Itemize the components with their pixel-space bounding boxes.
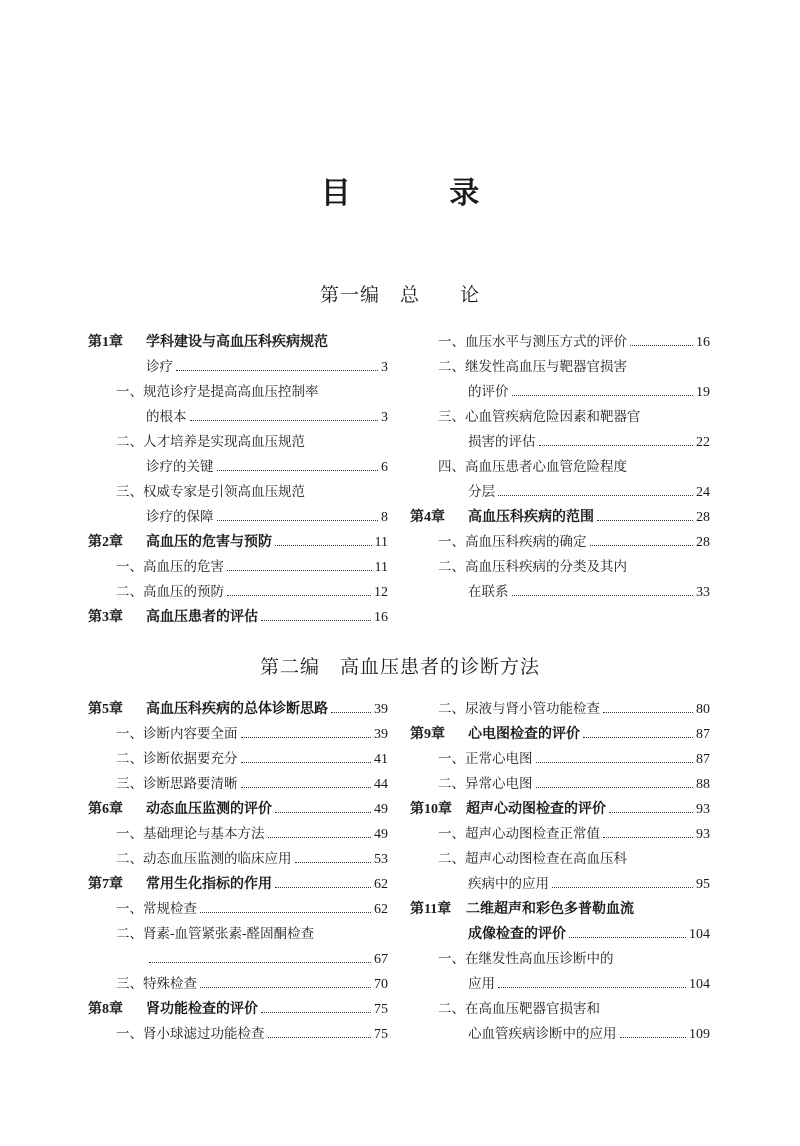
page-number: 28 [696,535,710,550]
toc-chapter [410,797,710,822]
toc-entry [410,405,710,430]
toc-column [410,697,710,1047]
entry-title: 一、高血压的危害 [116,559,224,575]
entry-title: 学科建设与高血压科疾病规范 [146,334,328,350]
toc-entry [88,897,388,922]
page-title: 目 录 [320,176,524,211]
entry-title: 超声心动图检查的评价 [466,801,606,817]
entry-title: 一、血压水平与测压方式的评价 [438,334,627,350]
leader-dots [603,836,693,838]
toc-column [410,330,710,605]
leader-dots [597,519,693,521]
toc-entry [88,822,388,847]
entry-title: 诊疗 [146,359,173,375]
toc-entry [410,1022,710,1047]
page-number: 6 [381,460,388,475]
chapter-number: 第3章 [88,610,123,625]
entry-title: 诊疗的保障 [146,509,214,525]
page-number: 39 [374,727,388,742]
toc-column [88,697,388,1047]
chapter-number: 第10章 [410,802,452,817]
toc-entry [88,847,388,872]
chapter-number: 第6章 [88,802,123,817]
entry-title: 二、在高血压靶器官损害和 [438,1001,600,1017]
page-number: 104 [689,927,710,942]
leader-dots [261,619,371,621]
page-number: 11 [374,535,388,550]
toc-chapter [410,897,710,922]
toc-entry [410,380,710,405]
entry-title: 二、肾素-血管紧张素-醛固酮检查 [116,926,315,942]
entry-title: 二、超声心动图检查在高血压科 [438,851,627,867]
toc-entry [88,922,388,947]
page-number: 24 [696,485,710,500]
page-number: 88 [696,777,710,792]
leader-dots [539,444,694,446]
page-number: 93 [696,827,710,842]
page-number: 93 [696,802,710,817]
page-number: 41 [374,752,388,767]
toc-entry [410,580,710,605]
chapter-number: 第1章 [88,335,123,350]
toc-entry [410,997,710,1022]
chapter-number: 第7章 [88,877,123,892]
entry-title: 三、特殊检查 [116,976,197,992]
entry-title: 高血压的危害与预防 [146,534,272,550]
page-number: 87 [696,727,710,742]
leader-dots [620,1036,687,1038]
leader-dots [149,961,371,963]
page-number: 3 [381,360,388,375]
page-number: 109 [689,1027,710,1042]
page-number: 75 [374,1002,388,1017]
toc-chapter [410,505,710,530]
page-number: 80 [696,702,710,717]
entry-title: 的根本 [146,409,187,425]
entry-title: 二、人才培养是实现高血压规范 [116,434,305,450]
page-number: 39 [374,702,388,717]
toc-entry [88,722,388,747]
toc-chapter [410,722,710,747]
toc-entry [88,430,388,455]
entry-title: 二、诊断依据要充分 [116,751,238,767]
toc-entry [88,355,388,380]
page-number: 75 [374,1027,388,1042]
leader-dots [583,736,693,738]
toc-chapter [88,697,388,722]
leader-dots [176,369,378,371]
toc-chapter [88,797,388,822]
entry-title: 一、诊断内容要全面 [116,726,238,742]
toc-entry [88,1022,388,1047]
entry-title: 二维超声和彩色多普勒血流 [466,901,634,917]
chapter-number: 第5章 [88,702,123,717]
toc-chapter [88,997,388,1022]
page-number: 16 [696,335,710,350]
leader-dots [275,544,372,546]
toc-entry [410,355,710,380]
entry-title: 一、超声心动图检查正常值 [438,826,600,842]
toc-entry [410,480,710,505]
toc-entry [410,555,710,580]
entry-title: 高血压患者的评估 [146,609,258,625]
entry-title: 二、高血压科疾病的分类及其内 [438,559,627,575]
toc-entry [410,530,710,555]
entry-title: 二、异常心电图 [438,776,533,792]
part-title: 第二编 高血压患者的诊断方法 [259,656,540,678]
leader-dots [275,811,371,813]
leader-dots [268,1036,372,1038]
leader-dots [609,811,693,813]
leader-dots [241,736,372,738]
leader-dots [241,786,372,788]
page-number: 11 [374,560,388,575]
entry-title: 二、动态血压监测的临床应用 [116,851,292,867]
entry-title: 在联系 [468,584,509,600]
toc-entry [88,972,388,997]
toc-entry [88,455,388,480]
entry-title: 应用 [468,976,495,992]
page-number: 104 [689,977,710,992]
toc-chapter [88,872,388,897]
toc-entry [410,455,710,480]
toc-chapter [88,605,388,630]
toc-entry [410,922,710,947]
entry-title: 三、心血管疾病危险因素和靶器官 [438,409,641,425]
page-number: 70 [374,977,388,992]
leader-dots [590,544,694,546]
leader-dots [227,569,372,571]
page-number: 28 [696,510,710,525]
entry-title: 分层 [468,484,495,500]
entry-title: 一、规范诊疗是提高高血压控制率 [116,384,319,400]
entry-title: 一、基础理论与基本方法 [116,826,265,842]
entry-title: 三、诊断思路要清晰 [116,776,238,792]
toc-chapter [88,530,388,555]
leader-dots [275,886,371,888]
entry-title: 诊疗的关键 [146,459,214,475]
leader-dots [227,594,371,596]
page-number: 67 [374,952,388,967]
toc-entry [410,872,710,897]
page-number: 16 [374,610,388,625]
toc-entry [410,947,710,972]
entry-title: 二、尿液与肾小管功能检查 [438,701,600,717]
page-number: 87 [696,752,710,767]
toc-entry [410,747,710,772]
leader-dots [536,786,694,788]
toc-entry [410,697,710,722]
leader-dots [512,394,694,396]
toc-entry [88,580,388,605]
toc-entry [410,430,710,455]
leader-dots [603,711,693,713]
leader-dots [498,986,686,988]
leader-dots [190,419,379,421]
toc-entry [88,747,388,772]
page-number: 62 [374,877,388,892]
toc-entry [410,772,710,797]
toc-entry [88,947,388,972]
page-number: 12 [374,585,388,600]
page-number: 22 [696,435,710,450]
page-number: 62 [374,902,388,917]
entry-title: 高血压科疾病的范围 [468,509,594,525]
toc-entry [410,330,710,355]
toc-chapter [88,330,388,355]
toc-entry [410,972,710,997]
toc-entry [410,847,710,872]
entry-title: 一、在继发性高血压诊断中的 [438,951,614,967]
entry-title: 一、高血压科疾病的确定 [438,534,587,550]
page-number: 49 [374,802,388,817]
entry-title: 高血压科疾病的总体诊断思路 [146,701,328,717]
entry-title: 一、正常心电图 [438,751,533,767]
toc-entry [88,380,388,405]
chapter-number: 第11章 [410,902,452,917]
leader-dots [331,711,371,713]
leader-dots [630,344,693,346]
leader-dots [512,594,694,596]
toc-entry [410,822,710,847]
part-title: 第一编 总 论 [319,284,480,306]
leader-dots [569,936,686,938]
entry-title: 四、高血压患者心血管危险程度 [438,459,627,475]
toc-column [88,330,388,630]
chapter-number: 第9章 [410,727,445,742]
leader-dots [200,986,371,988]
entry-title: 一、常规检查 [116,901,197,917]
entry-title: 常用生化指标的作用 [146,876,272,892]
leader-dots [217,469,379,471]
chapter-number: 第2章 [88,535,123,550]
toc-entry [88,480,388,505]
entry-title: 二、高血压的预防 [116,584,224,600]
page-number: 33 [696,585,710,600]
leader-dots [268,836,372,838]
entry-title: 心电图检查的评价 [468,726,580,742]
page-number: 19 [696,385,710,400]
toc-entry [88,505,388,530]
leader-dots [498,494,693,496]
entry-title: 疾病中的应用 [468,876,549,892]
entry-title: 成像检查的评价 [468,926,566,942]
leader-dots [217,519,379,521]
page-number: 53 [374,852,388,867]
leader-dots [200,911,371,913]
chapter-number: 第8章 [88,1002,123,1017]
toc-entry [88,555,388,580]
page-number: 8 [381,510,388,525]
toc-entry [88,405,388,430]
leader-dots [261,1011,371,1013]
leader-dots [241,761,372,763]
leader-dots [536,761,694,763]
page-number: 95 [696,877,710,892]
page-number: 49 [374,827,388,842]
chapter-number: 第4章 [410,510,445,525]
entry-title: 三、权威专家是引领高血压规范 [116,484,305,500]
entry-title: 心血管疾病诊断中的应用 [468,1026,617,1042]
page-number: 3 [381,410,388,425]
toc-entry [88,772,388,797]
entry-title: 动态血压监测的评价 [146,801,272,817]
entry-title: 二、继发性高血压与靶器官损害 [438,359,627,375]
page-number: 44 [374,777,388,792]
leader-dots [552,886,693,888]
entry-title: 损害的评估 [468,434,536,450]
entry-title: 的评价 [468,384,509,400]
entry-title: 一、肾小球滤过功能检查 [116,1026,265,1042]
leader-dots [295,861,372,863]
entry-title: 肾功能检查的评价 [146,1001,258,1017]
